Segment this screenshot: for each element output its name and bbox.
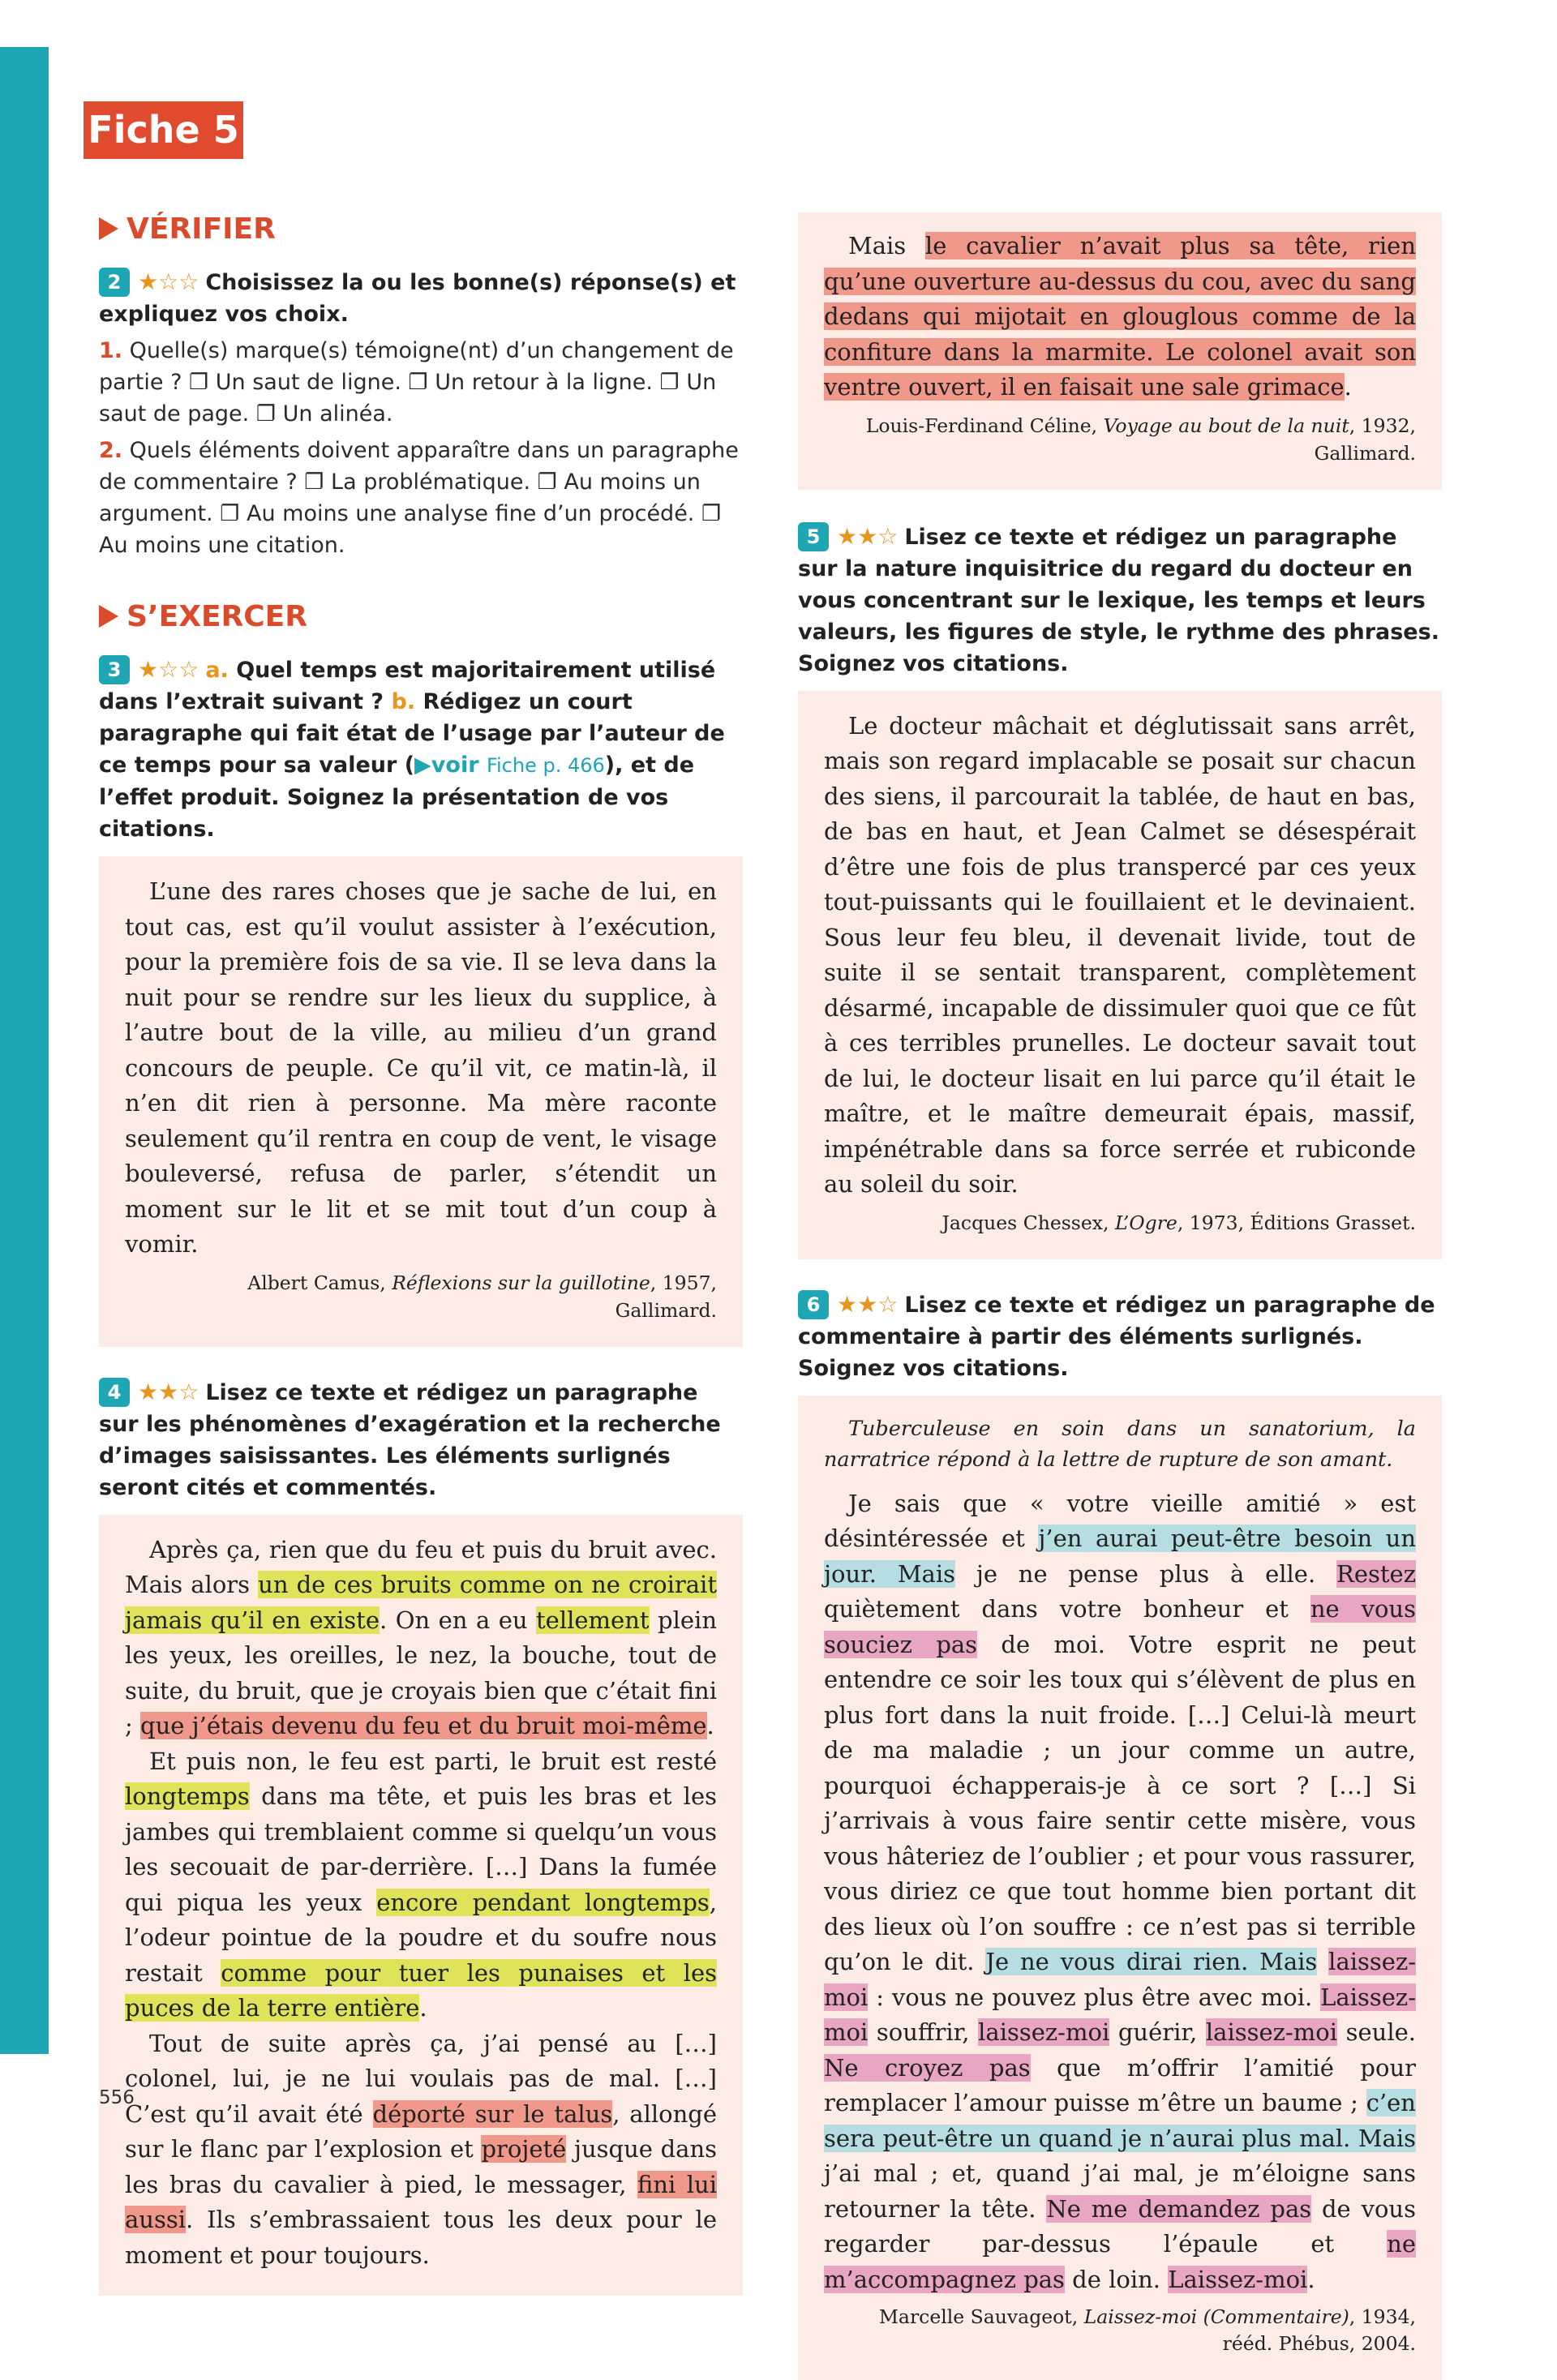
left-column bbox=[99, 209, 743, 2296]
section-verifier: VÉRIFIER bbox=[99, 209, 743, 250]
excerpt-text: Le docteur mâchait et déglutissait sans arrêt, mais son regard implacable se posait sur chacun des siens, il parcourait la tablée, de haut en bas, de bas en haut, et Jean Calmet se désespérait d’être une fois de plus transpercé par ces yeux tout-puissants qui le fouillaient et le devinaient. Sous leur feu bleu, il devenait livide, tout de suite il se sentait transparent, complètement désarmé, incapable de dissimuler quoi que ce fût à ces terribles prunelles. Le docteur savait tout de lui, le docteur lisait en lui parce qu’il était le maître, et le maître demeurait épais, massif, impénétrable dans sa force serrée et rubiconde au soleil du soir. bbox=[824, 709, 1416, 1203]
excerpt-text: L’une des rares choses que je sache de lui, en tout cas, est qu’il voulut assister à l’exécution, pour la première fois de sa vie. Il se leva dans la nuit pour se rendre sur les lieux du supplice, à l’autre bout de la ville, au milieu d’un grand concours de peuple. Ce qu’il vit, ce matin-là, il n’en dit rien à personne. Ma mère raconte seulement qu’il rentra en coup de vent, le visage bouleversé, refusa de parler, s’étendit un moment sur le lit et se mit tout d’un coup à vomir. bbox=[125, 874, 717, 1263]
exercise-4 bbox=[99, 1376, 743, 1503]
highlight-red: fini lui aussi bbox=[125, 2171, 717, 2234]
highlight-yellow: encore pendant longtemps bbox=[376, 1889, 710, 1916]
highlight-yellow: comme pour tuer les punaises et les puces de la terre entière bbox=[125, 1959, 717, 2022]
section-exercer: S’EXERCER bbox=[99, 597, 743, 637]
difficulty-stars-icon: ★★☆ bbox=[837, 1291, 898, 1318]
exercise-number: 5 bbox=[798, 522, 829, 551]
text-box-sauvageot bbox=[798, 1396, 1442, 2380]
difficulty-stars-icon: ★★☆ bbox=[138, 1379, 199, 1405]
highlight-yellow: tellement bbox=[536, 1606, 650, 1634]
highlight-yellow: longtemps bbox=[125, 1782, 250, 1810]
q2-text: Quels éléments doivent apparaître dans un paragraphe de commentaire ? ❐ La problématique. ❐ Au moins un argument. ❐ Au moins une analyse fine d’un procédé. ❐ Au moins une citation. bbox=[99, 438, 739, 558]
exercise-number: 2 bbox=[99, 268, 130, 297]
highlight-red: le cavalier n’avait plus sa tête, rien qu’une ouverture au-dessus du cou, avec du sang dedans qui mijotait en glouglous comme de la confiture dans la marmite. Le colonel avait son ventre ouvert, il en faisait une sale grimace bbox=[824, 232, 1416, 401]
source-citation: Albert Camus, Réflexions sur la guillotine, 1957, Gallimard. bbox=[125, 1269, 717, 1324]
difficulty-stars-icon: ★☆☆ bbox=[138, 656, 199, 683]
q1-text: Quelle(s) marque(s) témoigne(nt) d’un changement de partie ? ❐ Un saut de ligne. ❐ Un retour à la ligne. ❐ Un saut de page. ❐ Un alinéa. bbox=[99, 338, 734, 427]
text-box-chessex bbox=[798, 691, 1442, 1259]
source-citation: Jacques Chessex, L’Ogre, 1973, Éditions Grasset. bbox=[824, 1209, 1416, 1237]
highlight-red: déporté sur le talus bbox=[373, 2100, 613, 2128]
page-number: 556 bbox=[99, 2087, 135, 2108]
highlight-pink: Restez bbox=[1336, 1560, 1416, 1588]
difficulty-stars-icon: ★★☆ bbox=[837, 523, 898, 550]
exercise-3: 3 ★☆☆ a. Quel temps est majoritairement utilisé dans l’extrait suivant ? b. Rédigez un court paragraphe qui fait état de l’usage par l’auteur de ce temps pour sa valeur (▶voir Fiche p. 466), et de l’effet produit. Soignez la présentation de vos citations. bbox=[99, 654, 743, 845]
paragraph: Après ça, rien que du feu et puis du bruit avec. Mais alors un de ces bruits comme on ne croirait jamais qu’il en existe. On en a eu tellement plein les yeux, les oreilles, le nez, la bouche, tout de suite, du bruit, que je croyais bien que c’était fini ; que j’étais devenu du feu et du bruit moi-même. bbox=[125, 1533, 717, 1744]
triangle-icon bbox=[99, 217, 118, 240]
source-citation: Louis-Ferdinand Céline, Voyage au bout de la nuit, 1932, Gallimard. bbox=[824, 412, 1416, 467]
text-box-celine-part1 bbox=[99, 1515, 743, 2296]
text-box-celine-part2 bbox=[798, 212, 1442, 490]
highlight-blue: Je ne vous dirai rien. Mais bbox=[985, 1948, 1317, 1975]
excerpt-intro: Tuberculeuse en soin dans un sanatorium, la narratrice répond à la lettre de rupture de son amant. bbox=[824, 1413, 1416, 1475]
exercise-number: 3 bbox=[99, 655, 130, 684]
exercise-2 bbox=[99, 266, 743, 561]
highlight-red: projeté bbox=[481, 2135, 566, 2163]
difficulty-stars-icon: ★☆☆ bbox=[138, 268, 199, 295]
exercise-question: Lisez ce texte et rédigez un paragraphe sur la nature inquisitrice du regard du docteur en vous concentrant sur le lexique, les temps et leurs valeurs, les figures de style, le rythme des phrases. Soignez vos citations. bbox=[798, 525, 1439, 676]
highlight-pink: ne vous souciez pas bbox=[824, 1595, 1416, 1658]
q2-number: 2. bbox=[99, 438, 122, 463]
highlight-pink: laissez-moi bbox=[824, 1948, 1416, 2011]
q1-number: 1. bbox=[99, 338, 122, 363]
highlight-pink: Ne me demandez pas bbox=[1046, 2195, 1311, 2223]
exercise-question: Lisez ce texte et rédigez un paragraphe sur les phénomènes d’exagération et la recherche d’images saisissantes. Les éléments surlignés seront cités et commentés. bbox=[99, 1380, 721, 1500]
source-citation: Marcelle Sauvageot, Laissez-moi (Commentaire), 1934, rééd. Phébus, 2004. bbox=[824, 2304, 1416, 2357]
exercise-5 bbox=[798, 521, 1442, 680]
highlight-pink: Ne croyez pas bbox=[824, 2054, 1031, 2082]
exercise-question: Choisissez la ou les bonne(s) réponse(s) et expliquez vos choix. bbox=[99, 270, 736, 327]
highlight-yellow: un de ces bruits comme on ne croirait jamais qu’il en existe bbox=[125, 1571, 717, 1634]
highlight-blue: c’en sera peut-être un quand je n’aurai plus mal. Mais bbox=[824, 2089, 1416, 2152]
voir-link[interactable]: ▶voir bbox=[414, 753, 478, 778]
side-band bbox=[0, 47, 49, 2054]
highlight-pink: Laissez-moi bbox=[1168, 2266, 1307, 2293]
exercise-question: Lisez ce texte et rédigez un paragraphe de commentaire à partir des éléments surlignés. Soignez vos citations. bbox=[798, 1293, 1435, 1381]
paragraph: Tout de suite après ça, j’ai pensé au […] colonel, lui, je ne lui voulais pas de mal. […] C’est qu’il avait été déporté sur le talus, allongé sur le flanc par l’explosion et projeté jusque dans les bras du cavalier à pied, le messager, fini lui aussi. Ils s’embrassaient tous les deux pour le moment et pour toujours. bbox=[125, 2026, 717, 2274]
text-box-camus bbox=[99, 856, 743, 1347]
exercise-number: 6 bbox=[798, 1290, 829, 1319]
right-column bbox=[798, 212, 1442, 2380]
exercise-number: 4 bbox=[99, 1378, 130, 1407]
paragraph: Je sais que « votre vieille amitié » est désintéressée et j’en aurai peut-être besoin un jour. Mais je ne pense plus à elle. Restez quiètement dans votre bonheur et ne vous souciez pas de moi. Votre esprit ne peut entendre ce soir les toux qui s’élèvent de plus en plus fort dans la nuit froide. […] Celui-là meurt de ma maladie ; un jour comme un autre, pourquoi échapperais-je à ce sort ? […] Si j’arrivais à vous faire sentir cette misère, vous vous hâteriez de l’oublier ; et pour vous rassurer, vous diriez ce que tout homme bien portant dit des lieux où l’on souffre : ce n’est pas si terrible qu’on le dit. Je ne vous dirai rien. Mais laissez-moi : vous ne pouvez plus être avec moi. Laissez-moi souffrir, laissez-moi guérir, laissez-moi seule. Ne croyez pas que m’offrir l’amitié pour remplacer l’amour puisse m’être un baume ; c’en sera peut-être un quand je n’aurai plus mal. Mais j’ai mal ; et, quand j’ai mal, je m’éloigne sans retourner la tête. Ne me demandez pas de vous regarder par-dessus l’épaule et ne m’accompagnez pas de loin. Laissez-moi. bbox=[824, 1486, 1416, 2298]
highlight-pink: ne m’accompagnez pas bbox=[824, 2230, 1416, 2293]
highlight-pink: laissez-moi bbox=[978, 2018, 1109, 2046]
highlight-red: que j’étais devenu du feu et du bruit moi-même bbox=[140, 1712, 707, 1739]
highlight-blue: j’en aurai peut-être besoin un jour. Mais bbox=[824, 1524, 1416, 1588]
fiche-label: Fiche 5 bbox=[84, 101, 243, 159]
highlight-pink: laissez-moi bbox=[1206, 2018, 1337, 2046]
triangle-icon bbox=[99, 605, 118, 628]
paragraph: Mais le cavalier n’avait plus sa tête, rien qu’une ouverture au-dessus du cou, avec du sang dedans qui mijotait en glouglous comme de la confiture dans la marmite. Le colonel avait son ventre ouvert, il en faisait une sale grimace. bbox=[824, 229, 1416, 405]
exercise-6 bbox=[798, 1289, 1442, 1384]
highlight-pink: Laissez-moi bbox=[824, 1983, 1416, 2047]
fiche-reference-link[interactable]: Fiche p. 466 bbox=[487, 754, 605, 777]
paragraph: Et puis non, le feu est parti, le bruit est resté longtemps dans ma tête, et puis les bras et les jambes qui tremblaient comme si quelqu’un vous les secouait de par-derrière. […] Dans la fumée qui piqua les yeux encore pendant longtemps, l’odeur pointue de la poudre et du soufre nous restait comme pour tuer les punaises et les puces de la terre entière. bbox=[125, 1744, 717, 2026]
